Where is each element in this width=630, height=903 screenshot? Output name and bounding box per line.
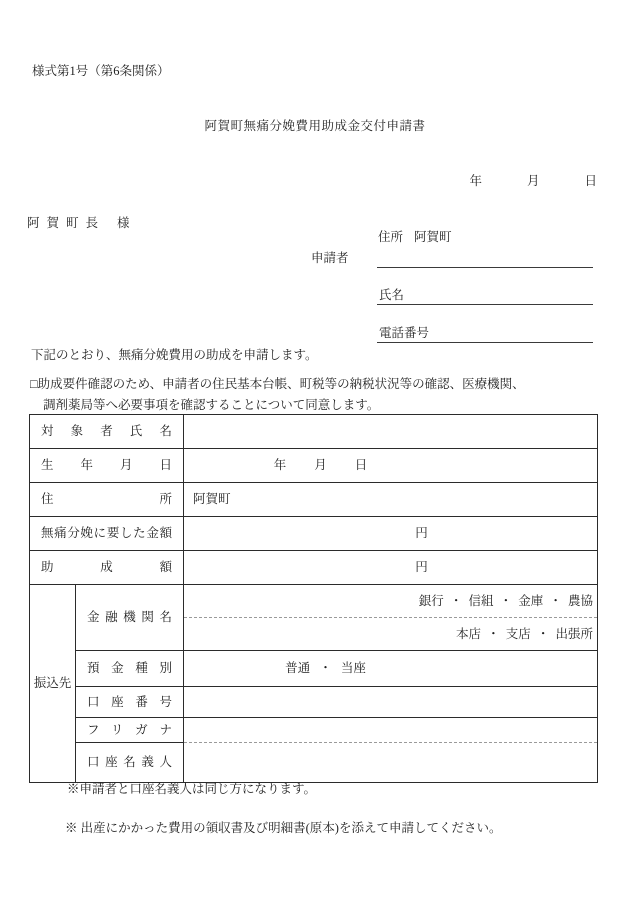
note-receipts: ※ 出産にかかった費用の領収書及び明細書(原本)を添えて申請してください。 — [65, 821, 502, 835]
table-row — [30, 415, 598, 449]
addressee-name: 阿賀町長 — [27, 216, 106, 230]
name-label: 氏名 — [379, 288, 405, 302]
account-number-label: 口座番号 — [76, 687, 184, 718]
branch-type-options: 本店 ・ 支店 ・ 出張所 — [184, 618, 598, 651]
phone-label: 電話番号 — [379, 326, 430, 340]
date-unit-day: 日 — [584, 174, 597, 188]
birth-unit-day: 日 — [354, 458, 368, 472]
transfer-section-label: 振込先 — [30, 585, 76, 783]
account-type-options: 普通 ・ 当座 — [184, 651, 598, 687]
table-row — [30, 743, 598, 783]
target-name-label: 対象者氏名 — [30, 415, 184, 449]
address-label: 住所 — [378, 230, 404, 244]
holder-field[interactable] — [184, 743, 598, 783]
bank-type-options: 銀行 ・ 信組 ・ 金庫 ・ 農協 — [184, 585, 598, 618]
date-unit-year: 年 — [469, 174, 482, 188]
birth-unit-year: 年 — [273, 458, 287, 472]
cost-label: 無痛分娩に要した金額 — [30, 517, 184, 551]
table-row — [30, 551, 598, 585]
cost-field[interactable]: 円 — [184, 517, 598, 551]
address-field[interactable]: 阿賀町 — [184, 483, 598, 517]
table-row — [30, 585, 598, 618]
date-line — [469, 174, 597, 189]
table-row — [30, 517, 598, 551]
bank-name-label: 金融機関名 — [76, 585, 184, 651]
name-input-line[interactable] — [377, 287, 593, 305]
note-account-holder: ※申請者と口座名義人は同じ方になります。 — [67, 782, 317, 796]
form-number: 様式第1号（第6条関係） — [32, 64, 170, 78]
furigana-label: フリガナ — [76, 718, 184, 743]
table-row — [30, 483, 598, 517]
consent-checkbox[interactable]: □ — [30, 377, 38, 391]
account-type-label: 預金種別 — [76, 651, 184, 687]
grant-field[interactable]: 円 — [184, 551, 598, 585]
furigana-field[interactable] — [184, 718, 598, 743]
page-title: 阿賀町無痛分娩費用助成金交付申請書 — [204, 119, 426, 133]
consent-text-line1: 助成要件確認のため、申請者の住民基本台帳、町税等の納税状況等の確認、医療機関、 — [37, 377, 525, 391]
account-number-field[interactable] — [184, 687, 598, 718]
applicant-address-row — [378, 230, 452, 245]
grant-label: 助成額 — [30, 551, 184, 585]
phone-input-line[interactable] — [377, 325, 593, 343]
intro-statement: 下記のとおり、無痛分娩費用の助成を申請します。 — [31, 348, 318, 362]
table-row — [30, 718, 598, 743]
address-value: 阿賀町 — [414, 230, 452, 244]
table-row — [30, 651, 598, 687]
addressee — [27, 216, 130, 231]
application-table — [29, 414, 598, 783]
address-input-line[interactable] — [377, 267, 593, 268]
table-row — [30, 449, 598, 483]
holder-label: 口座名義人 — [76, 743, 184, 783]
address-row-label: 住所 — [30, 483, 184, 517]
table-row — [30, 687, 598, 718]
consent-statement-line1 — [30, 377, 525, 392]
birth-unit-month: 月 — [314, 458, 327, 472]
birth-date-label: 生年月日 — [30, 449, 184, 483]
addressee-honorific: 様 — [117, 216, 130, 230]
consent-statement-line2: 調剤薬局等へ必要事項を確認することについて同意します。 — [43, 398, 380, 412]
target-name-field[interactable] — [184, 415, 598, 449]
birth-date-units — [184, 458, 597, 473]
date-unit-month: 月 — [526, 174, 540, 188]
applicant-label: 申請者 — [311, 251, 349, 265]
birth-date-field[interactable] — [184, 449, 598, 483]
